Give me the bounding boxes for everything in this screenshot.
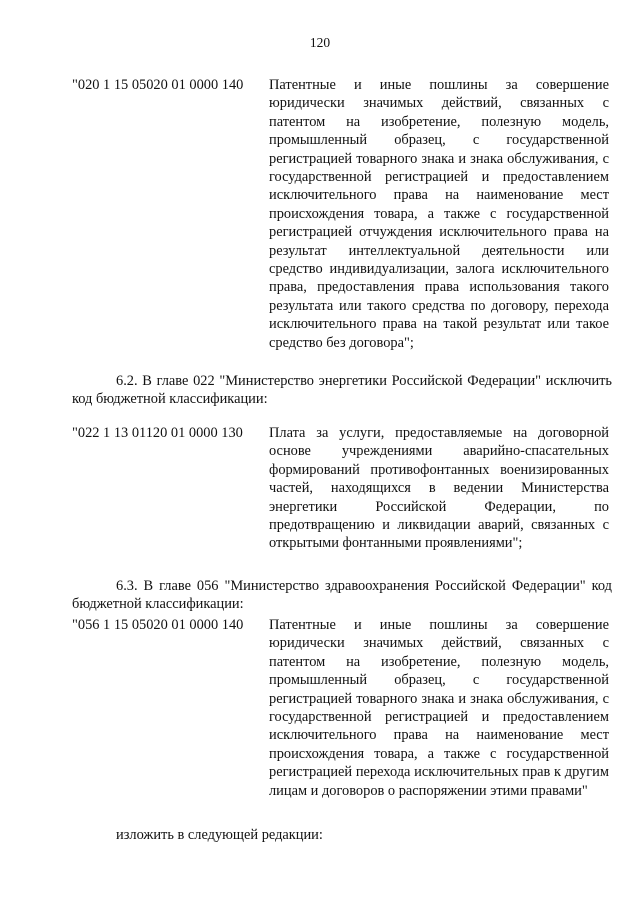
page-number: 120 [309, 35, 331, 50]
budget-classification-code: "056 1 15 05020 01 0000 140 [72, 617, 244, 633]
budget-classification-code: "020 1 15 05020 01 0000 140 [72, 77, 244, 93]
budget-code-description: Патентные и иные пошлины за совершение юридически значимых действий, связанных с патентом на изобретение, полезную модель, промышленный образец, с государственной регистрацией товарного знака и знака обслуживания, с государственной регистрацией и предоставлением исключительного права на наименование мест происхождения товара, а также с государственной регистрацией перехода исключительных прав к другим лицам и договоров о распоряжении этими правами" [269, 617, 609, 799]
paragraph-6-2: 6.2. В главе 022 "Министерство энергетики Российской Федерации" исключить код бюджетной классификации: [72, 373, 612, 408]
paragraph-6-3: 6.3. В главе 056 "Министерство здравоохранения Российской Федерации" код бюджетной классификации: [72, 578, 612, 613]
budget-classification-code: "022 1 13 01120 01 0000 130 [72, 425, 243, 441]
closing-instruction: изложить в следующей редакции: [116, 827, 323, 843]
budget-code-description: Плата за услуги, предоставляемые на договорной основе учреждениями аварийно-спасательных формирований противофонтанных военизированных частей, находящихся в ведении Министерства энергетики Российской Федерации, по предотвращению и ликвидации аварий, связанных с открытыми фонтанными проявлениями"; [269, 425, 609, 552]
budget-code-description: Патентные и иные пошлины за совершение юридически значимых действий, связанных с патентом на изобретение, полезную модель, промышленный образец, с государственной регистрацией товарного знака и знака обслуживания, с государственной регистрацией и предоставлением исключительного права на наименование мест происхождения товара, а также с государственной регистрацией отчуждения исключительного права на результат интеллектуальной деятельности или средство индивидуализации, залога исключительного права, предоставления права использования такого результата или такого средства по договору, перехода исключительного права на такой результат или такое средство без договора"; [269, 77, 609, 351]
